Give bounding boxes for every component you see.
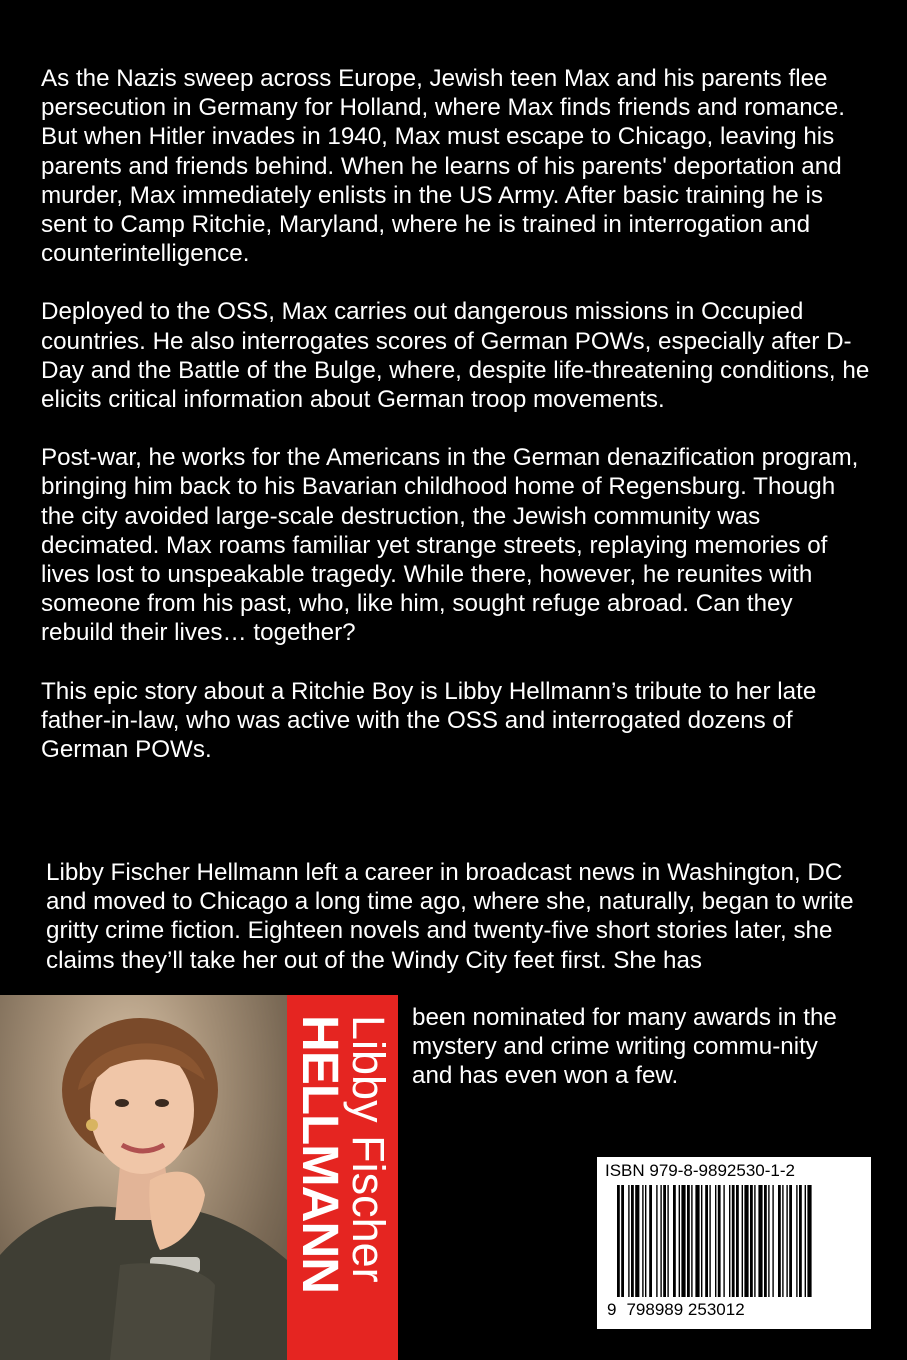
- barcode-bar: [732, 1185, 735, 1297]
- barcode-bar: [709, 1185, 710, 1297]
- barcode-bar: [786, 1185, 787, 1297]
- barcode-bar: [687, 1185, 690, 1297]
- isbn-barcode: [597, 1157, 871, 1329]
- author-bio-top: Libby Fischer Hellmann left a career in broadcast news in Washington, DC and moved to Chicago a long time ago, where she, naturally, began to write gritty crime fiction. Eighteen novels and twenty-five short stories later, she claims they’ll take her out of the Windy City feet first. She has: [46, 859, 854, 974]
- barcode-bar: [807, 1185, 811, 1297]
- barcode-bar: [649, 1185, 652, 1297]
- barcode-bar: [656, 1185, 657, 1297]
- barcode-bar: [631, 1185, 634, 1297]
- barcode-bar: [796, 1185, 797, 1297]
- barcode-digits-rest: 798989 253012: [626, 1300, 745, 1319]
- barcode-bar: [750, 1185, 753, 1297]
- barcode-bar: [768, 1185, 769, 1297]
- barcode-bar: [663, 1185, 666, 1297]
- barcode-bar: [660, 1185, 661, 1297]
- barcode-bar: [764, 1185, 767, 1297]
- barcode-digit-first: 9: [607, 1300, 617, 1319]
- author-name-panel: [287, 995, 398, 1360]
- barcode-bar: [705, 1185, 708, 1297]
- author-first-name: Libby Fischer: [343, 1015, 394, 1283]
- barcode-bar: [799, 1185, 802, 1297]
- barcode-bar: [695, 1185, 699, 1297]
- author-portrait-image: [0, 995, 287, 1360]
- blurb-paragraph-4: This epic story about a Ritchie Boy is Libby Hellmann’s tribute to her late father-in-law, who was active with the OSS and interrogated dozens of German POWs.: [41, 677, 817, 764]
- barcode-bar: [789, 1185, 792, 1297]
- author-last-name: HELLMANN: [292, 1015, 349, 1294]
- author-photo: [0, 995, 287, 1360]
- author-name-rotated: [287, 995, 398, 1360]
- barcode-bar: [772, 1185, 773, 1297]
- barcode-bar: [673, 1185, 676, 1297]
- barcode-bar: [778, 1185, 781, 1297]
- barcode-bars: [605, 1185, 863, 1307]
- barcode-bar: [744, 1185, 748, 1297]
- barcode-bar: [782, 1185, 783, 1297]
- barcode-bar: [621, 1185, 624, 1297]
- blurb-paragraph-3: Post-war, he works for the Americans in the German denazification program, bringing him back to his Bavarian childhood home of Regensburg. Though the city avoided large-scale destruction, the Jewish community was decimated. Max roams familiar yet strange streets, replaying memories of lives lost to unspeakable tragedy. While there, however, he reunites with someone from his past, who, like him, sought refuge abroad. Can they rebuild their lives… together?: [41, 444, 859, 647]
- author-bio-continued: been nominated for many awards in the mystery and crime writing commu-nity and has even won a few.: [412, 1004, 837, 1090]
- barcode-bar: [736, 1185, 739, 1297]
- barcode-bar: [758, 1185, 762, 1297]
- back-cover-blurb: [41, 64, 871, 793]
- barcode-bar: [723, 1185, 724, 1297]
- barcode-bar: [645, 1185, 646, 1297]
- barcode-bar: [729, 1185, 730, 1297]
- barcode-bar: [805, 1185, 806, 1297]
- barcode-digits: [605, 1300, 747, 1320]
- barcode-bar: [667, 1185, 668, 1297]
- barcode-bar: [642, 1185, 643, 1297]
- barcode-bar: [742, 1185, 743, 1297]
- blurb-paragraph-2: Deployed to the OSS, Max carries out dangerous missions in Occupied countries. He also interrogates scores of German POWs, especially after D-Day and the Battle of the Bulge, where, despite life-threatening conditions, he elicits critical information about German troop movements.: [41, 298, 870, 414]
- barcode-bar: [691, 1185, 692, 1297]
- isbn-label: ISBN 979-8-9892530-1-2: [605, 1161, 795, 1180]
- barcode-bar: [628, 1185, 629, 1297]
- barcode-bar: [681, 1185, 685, 1297]
- barcode-bar: [718, 1185, 721, 1297]
- barcode-bar: [635, 1185, 639, 1297]
- barcode-bar: [679, 1185, 680, 1297]
- barcode-bar: [617, 1185, 620, 1297]
- blurb-paragraph-1: As the Nazis sweep across Europe, Jewish teen Max and his parents flee persecution in Germany for Holland, where Max finds friends and romance. But when Hitler invades in 1940, Max must escape to Chicago, leaving his parents and friends behind. When he learns of his parents' deportation and murder, Max immediately enlists in the US Army. After basic training he is sent to Camp Ritchie, Maryland, where he is trained in interrogation and counterintelligence.: [41, 65, 845, 268]
- barcode-bar: [715, 1185, 716, 1297]
- barcode-bar: [754, 1185, 755, 1297]
- barcode-bar: [701, 1185, 702, 1297]
